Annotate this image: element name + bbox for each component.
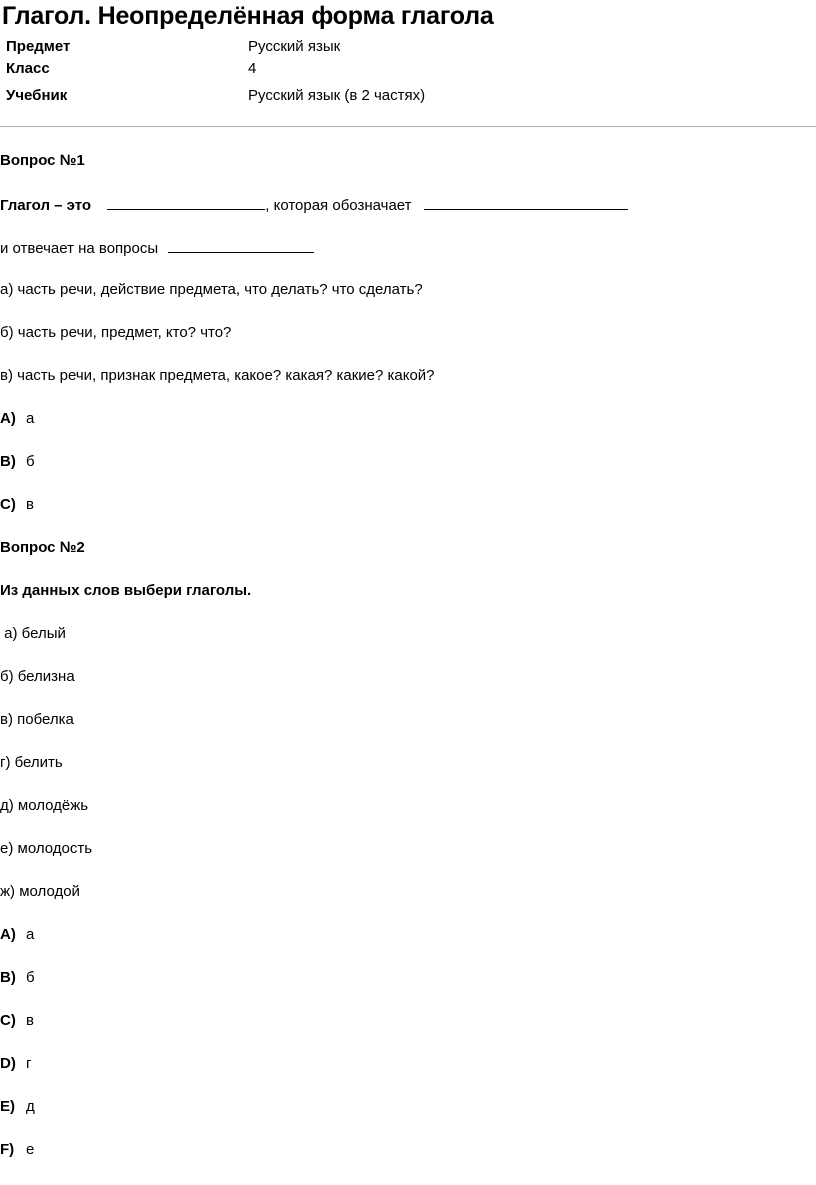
option-item: д) молодёжь xyxy=(0,797,89,814)
option-item: а) часть речи, действие предмета, что делать? что сделать? xyxy=(0,281,423,298)
answer-text: е xyxy=(26,1141,35,1158)
answer-text: д xyxy=(26,1098,35,1115)
question-heading: Вопрос №2 xyxy=(0,539,85,556)
answer-choice[interactable] xyxy=(0,453,35,470)
answer-choice[interactable] xyxy=(0,969,35,986)
answer-choice[interactable] xyxy=(0,926,34,943)
meta-label: Класс xyxy=(6,60,50,77)
answer-choice[interactable] xyxy=(0,1055,31,1072)
page-title: Глагол. Неопределённая форма глагола xyxy=(2,2,494,30)
option-item: б) часть речи, предмет, кто? что? xyxy=(0,324,232,341)
answer-letter: A) xyxy=(0,926,16,943)
stem-text: , которая обозначает xyxy=(265,197,412,214)
option-item: е) молодость xyxy=(0,840,93,857)
meta-value: Русский язык xyxy=(248,38,341,55)
option-item: б) белизна xyxy=(0,668,75,685)
question-stem xyxy=(0,195,628,214)
option-item: в) часть речи, признак предмета, какое? какая? какие? какой? xyxy=(0,367,435,384)
answer-text: б xyxy=(26,453,35,470)
answer-letter: C) xyxy=(0,1012,16,1029)
answer-letter: C) xyxy=(0,496,16,513)
answer-letter: A) xyxy=(0,410,16,427)
meta-label: Учебник xyxy=(6,87,68,104)
answer-text: б xyxy=(26,969,35,986)
answer-choice[interactable] xyxy=(0,1141,34,1158)
meta-label: Предмет xyxy=(6,38,71,55)
answer-letter: E) xyxy=(0,1098,15,1115)
meta-value: 4 xyxy=(248,60,257,77)
answer-letter: F) xyxy=(0,1141,15,1158)
answer-text: а xyxy=(26,410,35,427)
answer-text: а xyxy=(26,926,35,943)
answer-choice[interactable] xyxy=(0,1012,34,1029)
header-divider xyxy=(0,126,816,127)
option-item: г) белить xyxy=(0,754,63,771)
option-item: а) белый xyxy=(0,625,66,642)
answer-choice[interactable] xyxy=(0,1098,35,1115)
stem-text: и отвечает на вопросы xyxy=(0,240,159,257)
answer-text: г xyxy=(26,1055,32,1072)
answer-blank[interactable] xyxy=(168,238,314,253)
question-stem: Из данных слов выбери глаголы. xyxy=(0,582,252,599)
answer-choice[interactable] xyxy=(0,410,34,427)
question-stem-continued xyxy=(0,238,314,257)
answer-letter: D) xyxy=(0,1055,16,1072)
answer-blank[interactable] xyxy=(424,195,628,210)
answer-letter: B) xyxy=(0,453,16,470)
answer-text: в xyxy=(26,496,34,513)
answer-blank[interactable] xyxy=(107,195,265,210)
question-heading: Вопрос №1 xyxy=(0,152,85,169)
option-item: в) побелка xyxy=(0,711,74,728)
answer-choice[interactable] xyxy=(0,496,34,513)
meta-value: Русский язык (в 2 частях) xyxy=(248,87,426,104)
option-item: ж) молодой xyxy=(0,883,80,900)
stem-term: Глагол – это xyxy=(0,197,92,214)
answer-letter: B) xyxy=(0,969,16,986)
answer-text: в xyxy=(26,1012,34,1029)
